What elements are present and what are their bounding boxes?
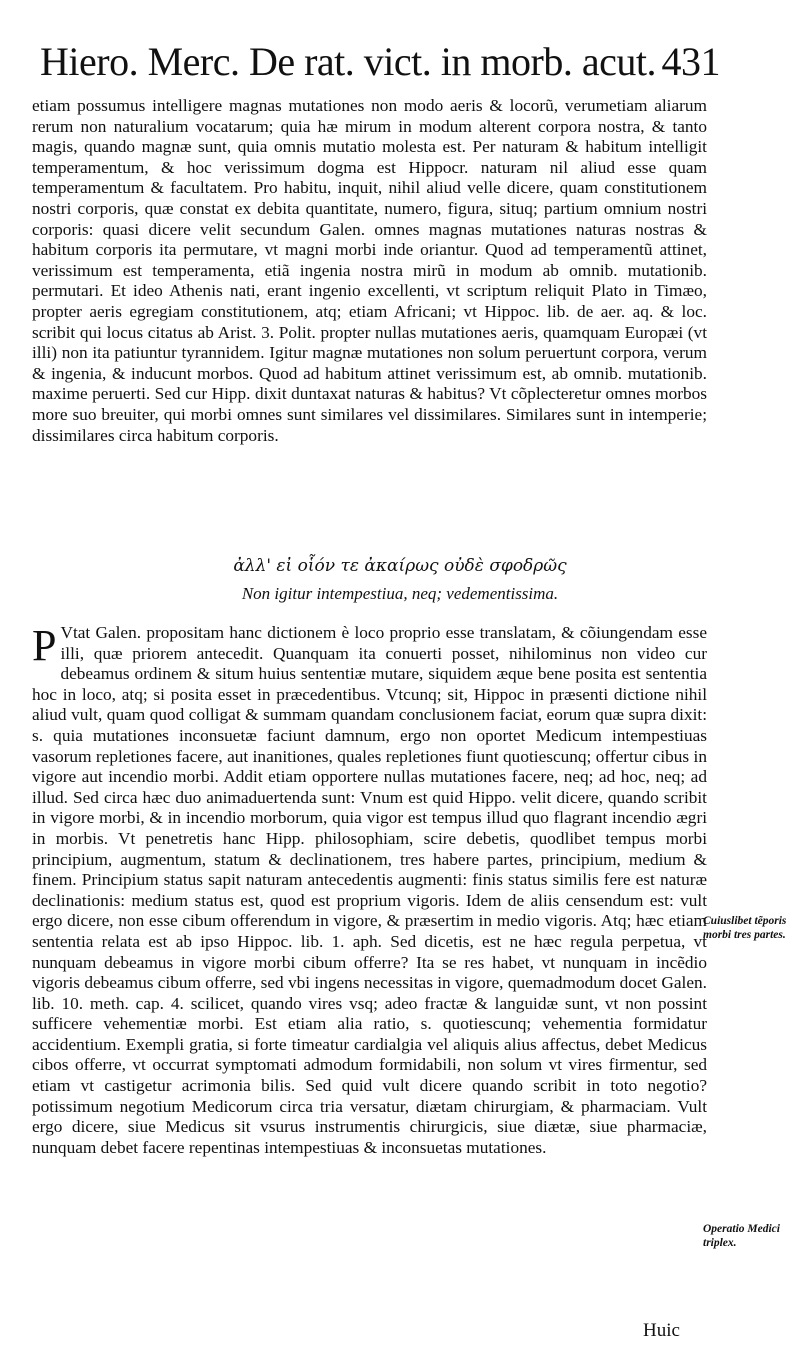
paragraph-1: etiam possumus intelligere magnas mutationes non modo aeris & locorũ, verumetiam aliarum rerum non naturalium vocatarum; quia hæ mirum in modum alterent corpora nostra, & tanto magis, quando magnæ sunt, quia omnis mutatio molesta est. Per naturam & habitum intelligit temperamentum, & hoc verissimum dogma est Hippocr. naturam nil aliud esse quam temperamentum & facultatem. Pro habitu, inquit, nihil aliud velle dicere, quam constitutionem nostri corporis, quæ constat ex debita quantitate, numero, figura, situq; partium omnium nostri corporis: quasi dicere velit secundum Galen. omnes magnas mutationes naturas nostras & habitum corporis ita permutare, vt magni morbi inde oriantur. Quod ad temperamentũ attinet, verissimum est temperamenta, etiã ingenia nostra mirũ in modum ab omnib. mutationib. permutari. Et ideo Athenis nati, erant ingenio excellenti, vt scriptum reliquit Plato in Timæo, propter aeris egregiam constitutionem, atq; etiam Africani; vt Hippoc. lib. de aer. aq. & loc. scribit qui locus citatus ab Arist. 3. Polit. propter nullas mutationes aeris, quamquam Europæi (vt illi) non ita patiuntur tyrannidem. Igitur magnæ mutationes non solum peruertunt corpora, verum & ingenia, & inducunt morbos. Quod ad habitum attinet verissimum est, ab omnib. mutationib. maxime peruerti. Sed cur Hipp. dixit duntaxat naturas & habitus? Vt cõplecteretur omnes morbos more suo breuiter, qui morbi omnes sunt similares vel dissimilares. Similares sunt in intemperie; dissimilares circa habitum corporis.: [32, 96, 707, 445]
page-number: 431: [661, 39, 720, 84]
margin-note-2: Operatio Medici triplex.: [703, 1223, 780, 1249]
running-header: [40, 36, 720, 88]
margin-note-1: Cuiuslibet tẽporis morbi tres partes.: [703, 915, 787, 941]
running-title: Hiero. Merc. De rat. vict. in morb. acut.: [40, 39, 656, 84]
greek-lemma: ἀλλ' εἰ οἷόν τε ἀκαίρως οὐδὲ σφοδρῶς: [233, 556, 567, 576]
catchword: Huic: [643, 1320, 680, 1341]
paragraph-2: PVtat Galen. propositam hanc dictionem è loco proprio esse translatam, & cõiungendam esse illi, quæ priorem antecedit. Quanquam ita conuerti posset, nihilominus non video cur debeamus ordinem & situm huius sententiæ mutare, siquidem æque bene posita est sententia hoc in loco, atq; si posita esset in præcedentibus. Vtcunq; sit, Hippoc in præsenti dictione nihil aliud vult, quam quod colligat & summam quandam conclusionem faciat, eorum quæ supra dixit: s. quia mutationes inconsuetæ faciunt damnum, ergo non oportet Medicum intempestiuas vasorum repletiones facere, aut inanitiones, quales repletiones fiunt quotiescunq; offertur cibus in vigore aut incendio morbi. Addit etiam opportere nullas mutationes facere, neq; ad hoc, neq; ad illud. Sed circa hæc duo animaduertenda sunt: Vnum est quid Hippo. velit dicere, quando scribit in vigore morbi, & in incendio morborum, quia vigor est tempus illud quo flagrant incendio ægri in morbis. Vt penetretis hanc Hipp. philosophiam, scire debetis, quodlibet tempus morbi principium, augmentum, statum & declinationem, tres habere partes, principium, medium & finem. Principium status sapit naturam antecedentis augmenti: finis status similis fere est naturæ declinationis: medium status est, quod est proprium vigoris. Idem de aliis censendum est: vult ergo dicere, non esse cibum offerendum in vigore, & præsertim in medio vigoris. Atq; hæc etiam sententia relata est ab ipso Hippoc. lib. 1. aph. Sed dicetis, est ne hæc regula perpetua, vt nunquam debeamus in vigore morbi cibum offerre? Ita se res habet, vt nunquam in incẽdio vigoris debeamus cibum offerre, sed vbi ingens necessitas in vigore, quemadmodum docet Galen. lib. 10. meth. cap. 4. scilicet, quando vires vsq; adeo fractæ & languidæ sunt, vt non possint sufficere vehementiæ morbi. Est etiam alia ratio, s. quotiescunq; vehementia formidatur accidentium. Exempli gratia, si forte timeatur cardialgia vel aliquis alius affectus, debet Medicus cibos offerre, vt occurrat symptomati admodum formidabili, non solum vt vires firmentur, sed etiam vt castigetur acrimonia bilis. Sed quid vult dicere quando scribit in toto negotio? potissimum negotium Medicorum circa tria versatur, diætam chirurgiam, & pharmaciam. Vult ergo dicere, siue Medicus sit vsurus instrumentis chirurgicis, siue diætæ, siue pharmaciæ, nunquam debet facere repentinas intempestiuas & inconsuetas mutationes.: [32, 621, 707, 1157]
latin-lemma: Non igitur intempestiua, neq; vedementissima.: [241, 584, 559, 603]
